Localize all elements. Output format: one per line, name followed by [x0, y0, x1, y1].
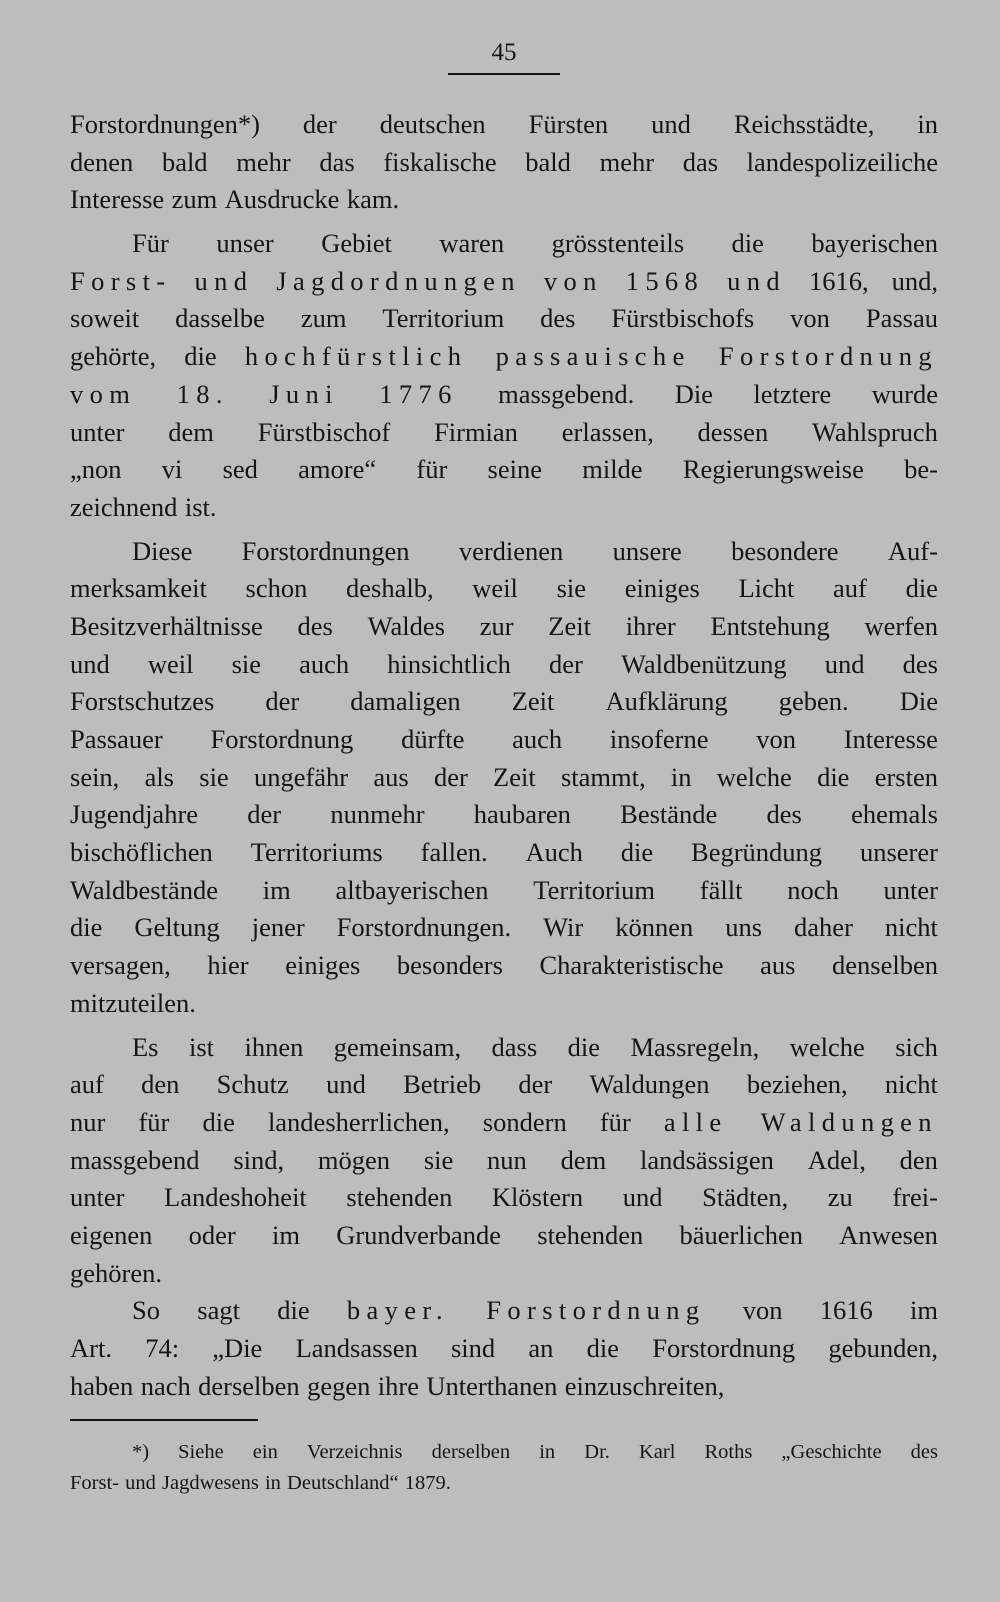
text-line: nur für die landesherrlichen, sondern für alle Waldungen	[70, 1106, 938, 1137]
footnote-rule	[70, 1419, 258, 1421]
text-line: Interesse zum Ausdrucke kam.	[70, 184, 400, 215]
paragraph	[70, 106, 938, 219]
text-line: eigenen oder im Grundverbande stehenden bäuerlichen Anwesen	[70, 1219, 938, 1250]
text-line: auf den Schutz und Betrieb der Waldungen beziehen, nicht	[70, 1069, 938, 1100]
text-line: massgebend sind, mögen sie nun dem landsässigen Adel, den	[70, 1144, 938, 1175]
text-line: gehören.	[70, 1257, 162, 1288]
text-line: Art. 74: „Die Landsassen sind an die Forstordnung gebunden,	[70, 1333, 938, 1363]
text-line: Diese Forstordnungen verdienen unsere besondere Auf-	[132, 535, 938, 566]
text-line: merksamkeit schon deshalb, weil sie einiges Licht auf die	[70, 573, 938, 604]
text-line: soweit dasselbe zum Territorium des Fürstbischofs von Passau	[70, 303, 938, 334]
footnote	[70, 1437, 938, 1499]
text-line: haben nach derselben gegen ihre Unterthanen einzuschreiten,	[70, 1370, 725, 1401]
text-line: Passauer Forstordnung dürfte auch insoferne von Interesse	[70, 724, 938, 754]
text-line: denen bald mehr das fiskalische bald mehr das landespolizeiliche	[70, 146, 938, 177]
text-line: Besitzverhältnisse des Waldes zur Zeit ihrer Entstehung werfen	[70, 610, 938, 641]
footnote-line: Forst- und Jagdwesens in Deutschland“ 1879.	[70, 1472, 451, 1494]
paragraph	[70, 1029, 938, 1293]
text-line: Jugendjahre der nunmehr haubaren Bestände des ehemals	[70, 799, 938, 830]
text-line: sein, als sie ungefähr aus der Zeit stammt, in welche die ersten	[70, 761, 938, 792]
paragraph	[70, 225, 938, 527]
text-line: Forstschutzes der damaligen Zeit Aufklärung geben. Die	[70, 686, 938, 717]
text-line: die Geltung jener Forstordnungen. Wir können uns daher nicht	[70, 912, 938, 943]
paragraph	[70, 533, 938, 1023]
body-text	[70, 106, 938, 1405]
text-line: versagen, hier einiges besonders Charakteristische aus denselben	[70, 950, 938, 981]
text-line: So sagt die bayer. Forstordnung von 1616 im	[132, 1295, 938, 1326]
text-line: und weil sie auch hinsichtlich der Waldbenützung und des	[70, 648, 938, 679]
text-line: gehörte, die hochfürstlich passauische Forstordnung	[70, 341, 938, 372]
text-line: Forst- und Jagdordnungen von 1568 und 1616, und,	[70, 265, 938, 296]
text-line: Forstordnungen*) der deutschen Fürsten und Reichsstädte, in	[70, 109, 938, 139]
text-line: vom 18. Juni 1776 massgebend. Die letztere wurde	[70, 378, 938, 409]
text-line: unter dem Fürstbischof Firmian erlassen, dessen Wahlspruch	[70, 416, 938, 447]
page-number-rule	[448, 73, 560, 75]
text-line: Waldbestände im altbayerischen Territorium fällt noch unter	[70, 874, 938, 905]
text-line: Es ist ihnen gemeinsam, dass die Massregeln, welche sich	[132, 1031, 938, 1062]
text-line: zeichnend ist.	[70, 491, 217, 522]
text-line: Für unser Gebiet waren grösstenteils die bayerischen	[132, 228, 938, 259]
page-number: 45	[491, 39, 517, 66]
text-line: mitzuteilen.	[70, 987, 196, 1018]
text-line: unter Landeshoheit stehenden Klöstern und Städten, zu frei-	[70, 1182, 938, 1213]
footnote-line: *) Siehe ein Verzeichnis derselben in Dr. Karl Roths „Geschichte des	[132, 1441, 938, 1463]
text-line: „non vi sed amore“ für seine milde Regierungsweise be-	[70, 454, 938, 485]
paragraph	[70, 1292, 938, 1405]
text-line: bischöflichen Territoriums fallen. Auch die Begründung unserer	[70, 837, 938, 868]
